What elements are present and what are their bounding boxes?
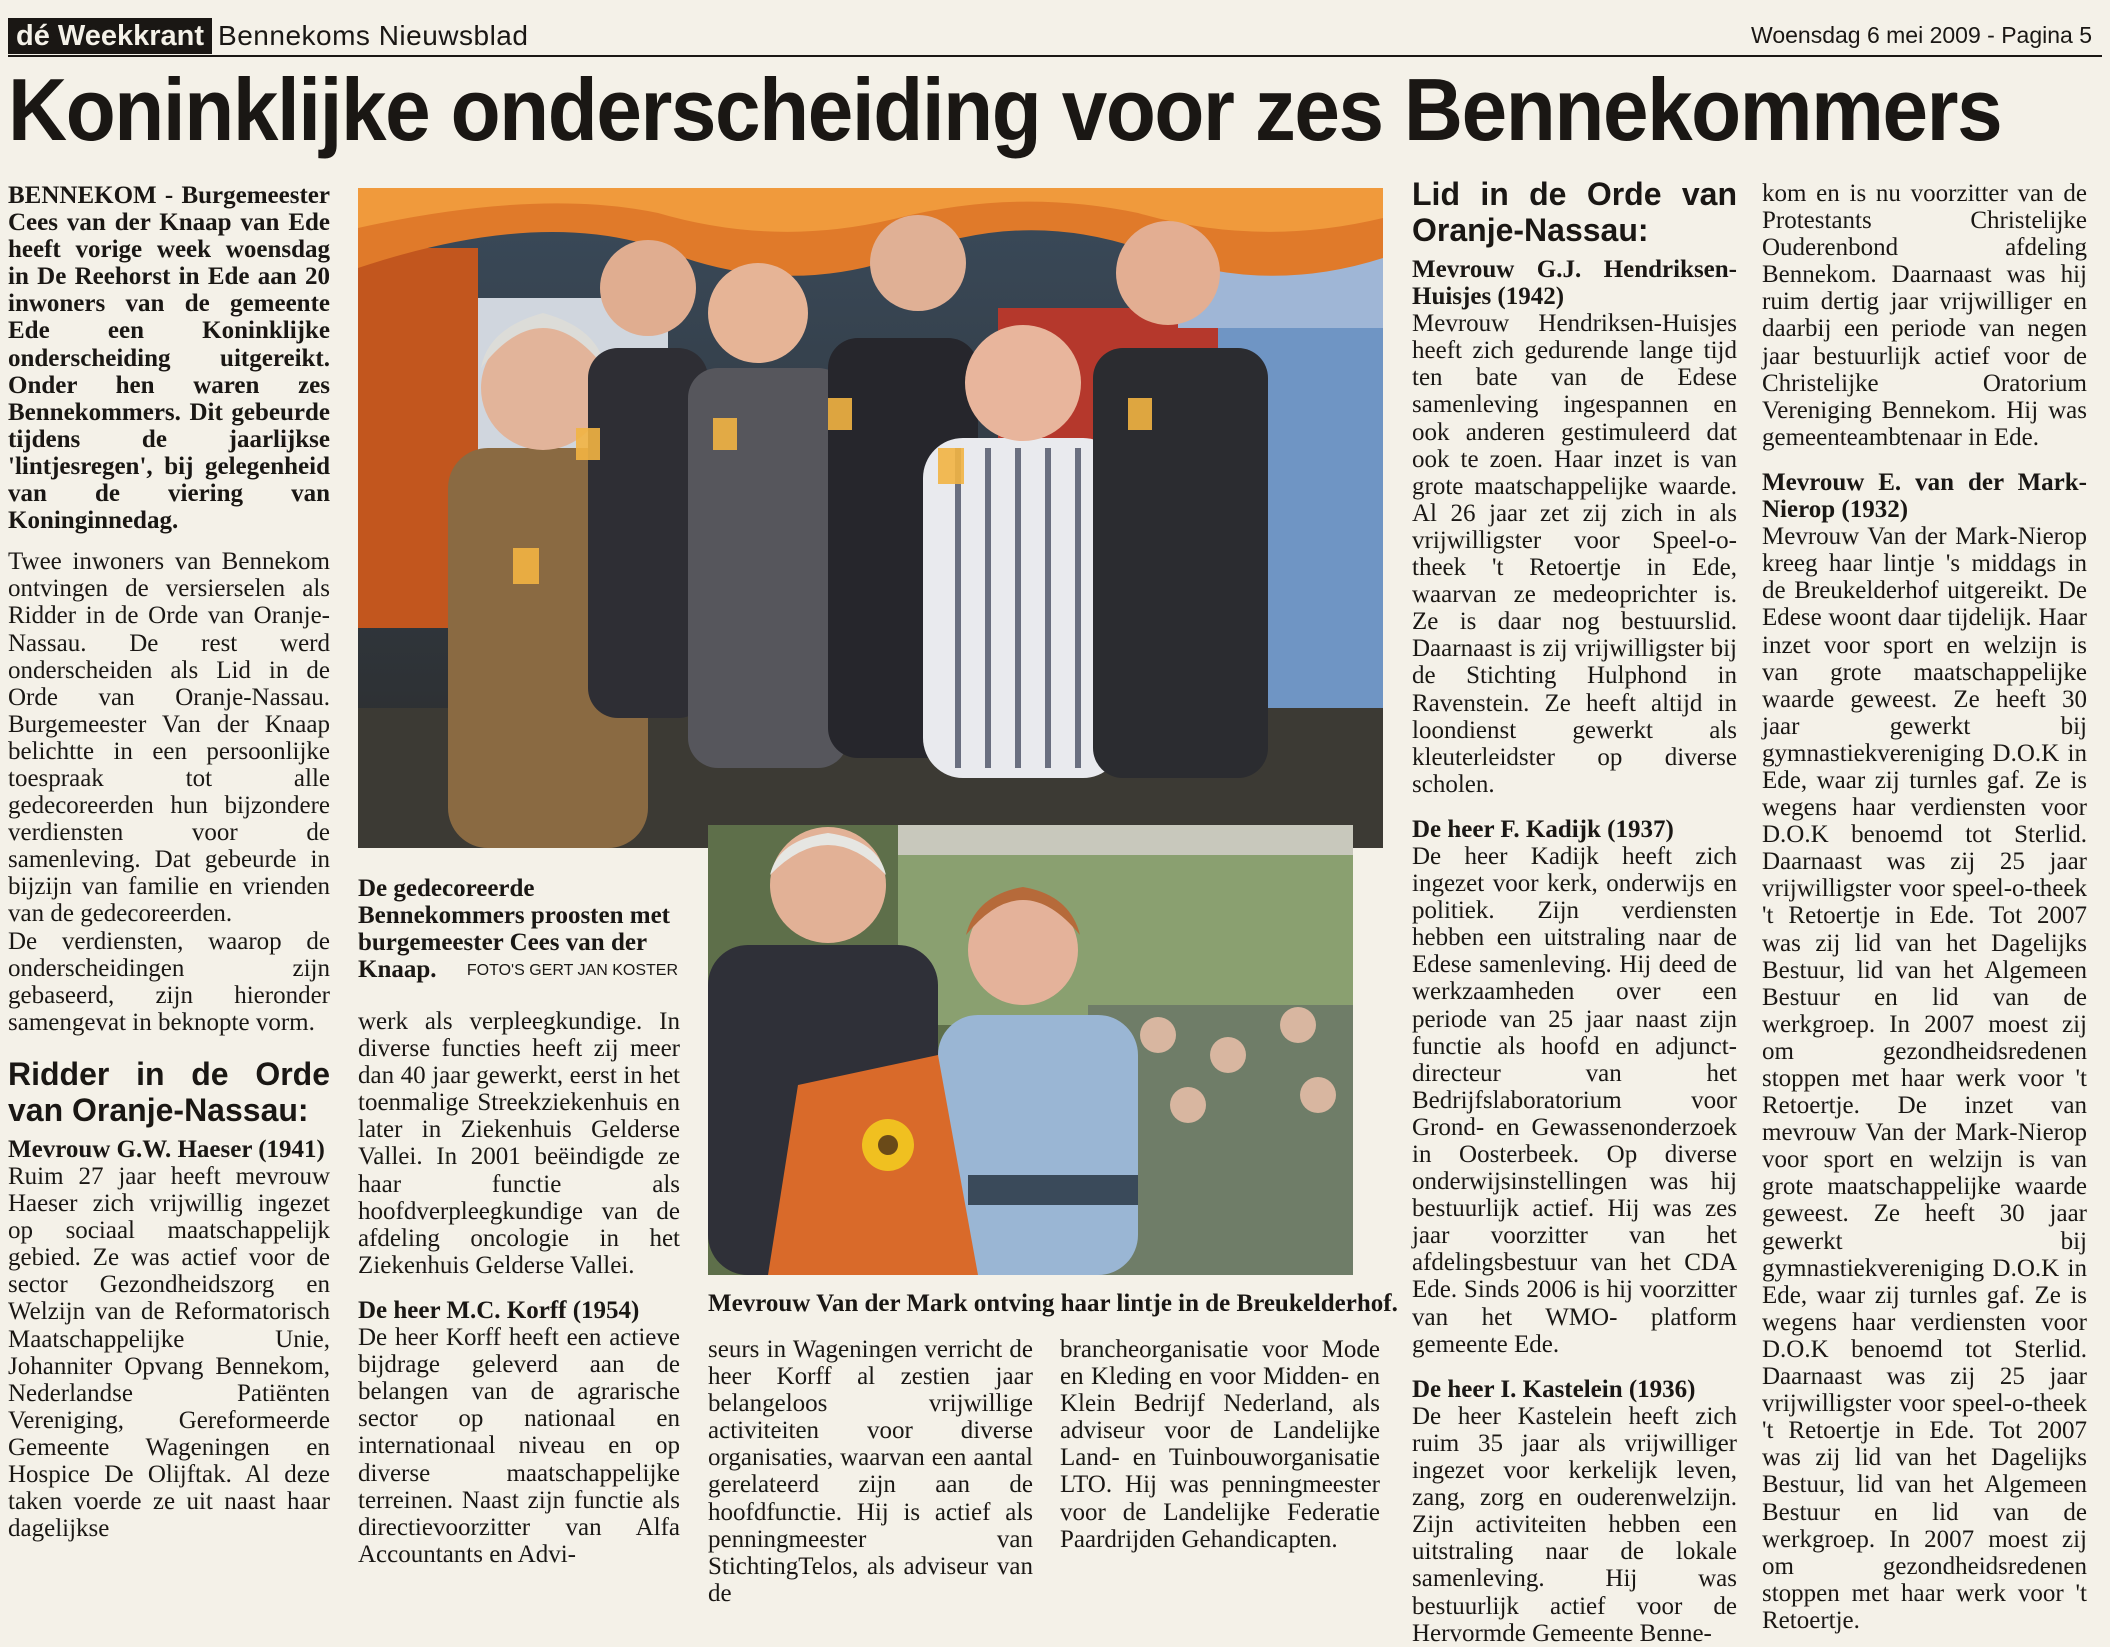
masthead-rule bbox=[8, 55, 2102, 57]
intro-paragraph: Twee inwoners van Bennekom ontvingen de versierselen als Ridder in de Orde van Oranje-Nassau. De rest werd onderscheiden als Lid in de Orde van Oranje-Nassau. Burgemeester Van der Knaap belichtte in een persoonlijke toespraak tot alle gedecoreerden hun bijzondere verdiensten voor de samenleving. Dat gebeurde in bijzijn van familie en vrienden van de gedecoreerden. bbox=[8, 548, 330, 928]
column-5 bbox=[1412, 170, 1737, 1647]
group-toast-image bbox=[358, 188, 1383, 848]
headline: Koninklijke onderscheiding voor zes Bennekommers bbox=[8, 60, 2002, 159]
paper-name: Bennekoms Nieuwsblad bbox=[218, 20, 529, 51]
person-text-kastelein-cont: kom en is nu voorzitter van de Protestants Christelijke Ouderenbond afdeling Bennekom. Daarnaast was hij ruim dertig jaar vrijwilliger en daarbij een periode van negen jaar bestuurlijk actief voor de Christelijke Oratorium Vereniging Bennekom. Hij was gemeenteambtenaar in Ede. bbox=[1762, 180, 2087, 451]
person-text-hendriksen: Mevrouw Hendriksen-Huisjes heeft zich gedurende lange tijd ten bate van de Edese samenleving ingespannen en ook anderen gestimuleerd dat ook te zoen. Haar inzet is van grote maatschappelijke waarde. Al 26 jaar zet zij zich in als vrijwilligster voor Speel-o-theek 't Retoertje in Ede, waarvan ze medeoprichter is. Ze is daar nog bestuurslid. Daarnaast is zij vrijwilligster bij de Stichting Hulphond in Ravenstein. Ze heeft altijd in loondienst gewerkt als kleuterleidster op diverse scholen. bbox=[1412, 310, 1737, 798]
section-heading-ridder: Ridder in de Orde van Oranje-Nassau: bbox=[8, 1055, 330, 1128]
column-3 bbox=[708, 1336, 1033, 1607]
person-name-korff: De heer M.C. Korff (1954) bbox=[358, 1296, 640, 1324]
person-text-kadijk: De heer Kadijk heeft zich ingezet voor kerk, onderwijs en politiek. Zijn verdiensten hebben een uitstraling naar de Edese samenleving. Hij deed de werkzaamheden over een periode van 25 jaar naast zijn functie als hoofd en adjunct-directeur van het Bedrijfslaboratorium voor Grond- en Gewassenonderzoek in Oosterbeek. Op diverse onderwijsinstellingen was hij bestuurlijk actief. Hij was zes jaar voorzitter van het afdelingsbestuur van het CDA Ede. Sinds 2006 is hij voorzitter van het WMO- platform gemeente Ede. bbox=[1412, 842, 1737, 1358]
person-text-korff-cont: seurs in Wageningen verricht de heer Korff al zestien jaar belangeloos vrijwillige activiteiten voor diverse organisaties, waarvan een aantal gerelateerd zijn aan de hoofdfunctie. Hij is actief als penningmeester van StichtingTelos, als adviseur van de bbox=[708, 1336, 1033, 1607]
column-6 bbox=[1762, 180, 2087, 1634]
person-text-korff: De heer Korff heeft een actieve bijdrage geleverd aan de belangen van de agrarische sector op nationaal en internationaal niveau en op diverse maatschappelijke terreinen. Naast zijn functie als directievoorzitter van Alfa Accountants en Advi- bbox=[358, 1324, 680, 1568]
column-4 bbox=[1060, 1336, 1380, 1553]
person-text-korff-end: brancheorganisatie voor Mode en Kleding en voor Midden- en Klein Bedrijf Nederland, als adviseur voor de Landelijke Land- en Tuinbouworganisatie LTO. Hij was penningmeester voor de Landelijke Federatie Paardrijden Gehandicapten. bbox=[1060, 1336, 1380, 1553]
group-toast-photo bbox=[358, 188, 1383, 848]
column-1 bbox=[8, 182, 330, 1542]
photo-credit: FOTO'S GERT JAN KOSTER bbox=[466, 962, 678, 979]
summary-paragraph: De verdiensten, waarop de onderscheidingen zijn gebaseerd, zijn hieronder samengevat in beknopte vorm. bbox=[8, 927, 330, 1036]
person-name-kastelein: De heer I. Kastelein (1936) bbox=[1412, 1375, 1696, 1403]
breukelderhof-image bbox=[708, 825, 1353, 1275]
lead-paragraph: BENNEKOM - Burgemeester Cees van der Knaap van Ede heeft vorige week woensdag in De Reehorst in Ede aan 20 inwoners van de gemeente Ede een Koninklijke onderscheiding uitgereikt. Onder hen waren zes Bennekommers. Dit gebeurde tijdens de jaarlijkse 'lintjesregen', bij gelegenheid van de viering van Koninginnedag. bbox=[8, 182, 330, 535]
person-name-kadijk: De heer F. Kadijk (1937) bbox=[1412, 815, 1674, 843]
person-name-haeser: Mevrouw G.W. Haeser (1941) bbox=[8, 1135, 325, 1163]
section-heading-lid: Lid in de Orde van Oranje-Nassau: bbox=[1412, 176, 1737, 248]
breukelderhof-photo bbox=[708, 825, 1353, 1275]
person-name-vandermark: Mevrouw E. van der Mark-Nierop (1932) bbox=[1762, 468, 2087, 524]
person-name-hendriksen: Mevrouw G.J. Hendriksen-Huisjes (1942) bbox=[1412, 256, 1737, 311]
photo1-caption: De gedecoreerde Bennekommers proosten met burgemeester Cees van der Knaap. bbox=[358, 875, 670, 983]
masthead bbox=[8, 18, 528, 54]
person-text-haeser: Ruim 27 jaar heeft mevrouw Haeser zich vrijwillig ingezet op sociaal maatschappelijk gebied. Ze was actief voor de sector Gezondheidszorg en Welzijn van de Reformatorisch Maatschappelijke Unie, Johanniter Opvang Bennekom, Nederlandse Patiënten Vereniging, Gereformeerde Gemeente Wageningen en Hospice De Olijftak. Al deze taken voerde ze uit naast haar dagelijkse bbox=[8, 1163, 330, 1543]
column-2 bbox=[358, 1008, 680, 1568]
brand-logo: dé Weekkrant bbox=[8, 18, 212, 54]
person-text-vandermark: Mevrouw Van der Mark-Nierop kreeg haar lintje 's middags in de Breukelderhof uitgereikt. De Edese woont daar tijdelijk. Haar inzet voor sport en welzijn is van grote maatschappelijke waarde geweest. Ze heeft 30 jaar gewerkt bij gymnastiekvereniging D.O.K in Ede, waar zij turnles gaf. Ze is wegens haar verdiensten voor D.O.K benoemd tot Sterlid. Daarnaast was zij 25 jaar vrijwilligster voor speel-o-theek 't Retoertje in Ede. Tot 2007 was zij lid van het Dagelijks Bestuur, lid van het Algemeen Bestuur en lid van de werkgroep. In 2007 moest zij om gezondheidsredenen stoppen met haar werk voor 't Retoertje. De inzet van mevrouw Van der Mark-Nierop voor sport en welzijn is van grote maatschappelijke waarde geweest. Ze heeft 30 jaar gewerkt bij gymnastiekvereniging D.O.K in Ede, waar zij turnles gaf. Ze is wegens haar verdiensten voor D.O.K benoemd tot Sterlid. Daarnaast was zij 25 jaar vrijwilligster voor speel-o-theek 't Retoertje in Ede. Tot 2007 was zij lid van het Dagelijks Bestuur, lid van het Algemeen Bestuur en lid van de werkgroep. In 2007 moest zij om gezondheidsredenen stoppen met haar werk voor 't Retoertje. bbox=[1762, 523, 2087, 1634]
person-text-haeser-cont: werk als verpleegkundige. In diverse functies heeft zij meer dan 40 jaar gewerkt, eerst in het toenmalige Streekziekenhuis en later in Ziekenhuis Gelderse Vallei. In 2001 beëindigde ze haar functie als hoofdverpleegkundige van de afdeling oncologie in het Ziekenhuis Gelderse Vallei. bbox=[358, 1008, 680, 1279]
date-page: Woensdag 6 mei 2009 - Pagina 5 bbox=[1751, 22, 2092, 48]
photo2-caption: Mevrouw Van der Mark ontving haar lintje in de Breukelderhof. bbox=[708, 1290, 1398, 1317]
person-text-kastelein: De heer Kastelein heeft zich ruim 35 jaar als vrijwilliger ingezet voor kerkelijk leven, zang, zorg en ouderenwelzijn. Zijn activiteiten hebben een uitstraling naar de lokale samenleving. Hij was bestuurlijk actief voor de Hervormde Gemeente Benne- bbox=[1412, 1402, 1737, 1647]
